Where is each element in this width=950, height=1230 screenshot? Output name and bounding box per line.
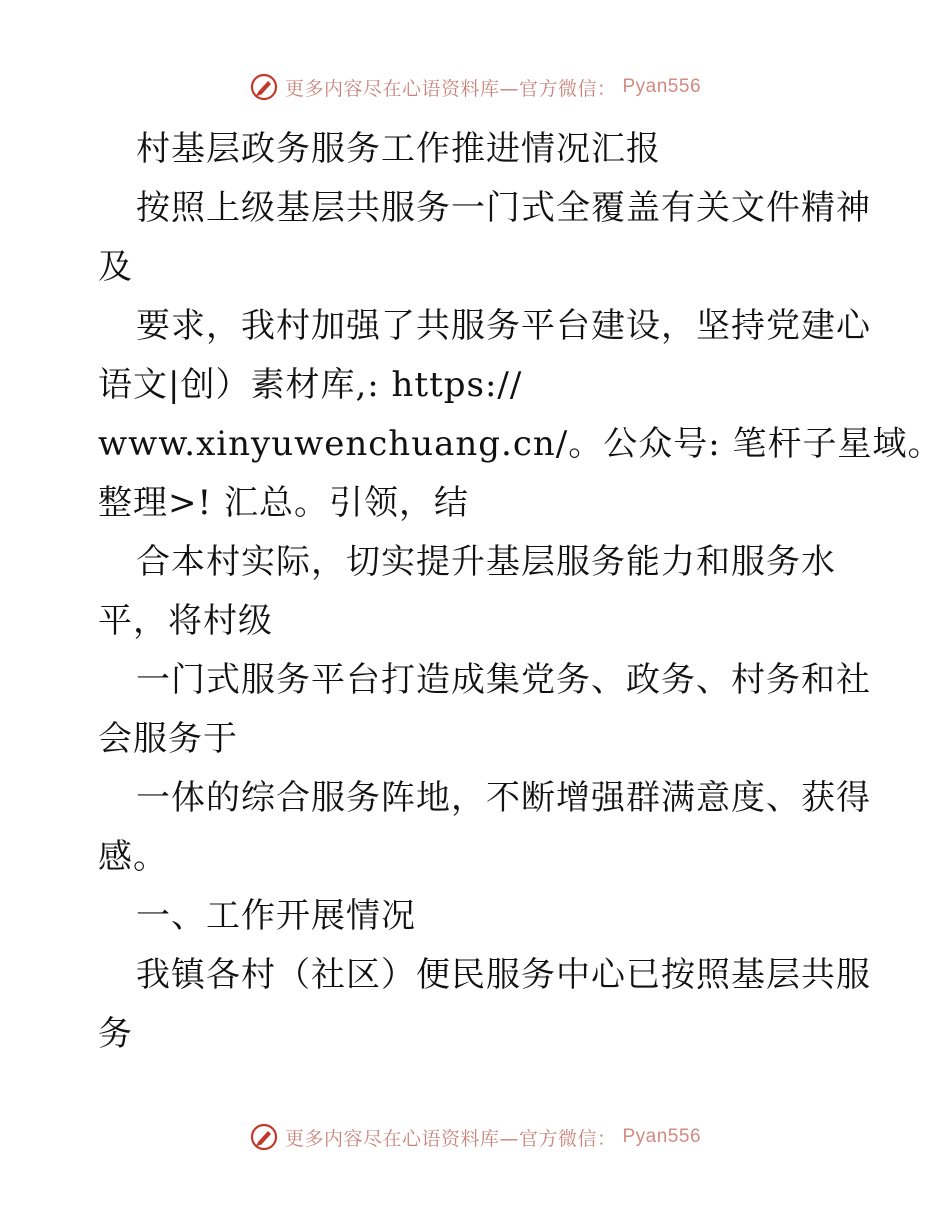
text-line: 平，将村级 bbox=[98, 601, 273, 641]
text-line: 整理>! 汇总。引领，结 bbox=[98, 483, 469, 523]
text-line: 会服务于 bbox=[98, 719, 238, 759]
pen-nib-logo-icon bbox=[249, 72, 279, 102]
text-line: 一、工作开展情况 bbox=[136, 896, 416, 936]
header-watermark bbox=[0, 72, 950, 102]
text-line: 合本村实际，切实提升基层服务能力和服务水 bbox=[136, 542, 836, 582]
text-line: 一体的综合服务阵地，不断增强群满意度、获得 bbox=[136, 778, 871, 818]
text-line: 一门式服务平台打造成集党务、政务、村务和社 bbox=[136, 660, 871, 700]
footer-watermark bbox=[0, 1122, 950, 1152]
text-line: 我镇各村（社区）便民服务中心已按照基层共服 bbox=[136, 955, 871, 995]
pen-nib-logo-icon bbox=[249, 1122, 279, 1152]
text-line: 及 bbox=[98, 247, 133, 287]
watermark-handle: Pyan556 bbox=[622, 76, 702, 97]
text-line: 村基层政务服务工作推进情况汇报 bbox=[136, 129, 661, 169]
document-body bbox=[98, 120, 943, 1064]
text-line: 要求，我村加强了共服务平台建设，坚持党建心 bbox=[136, 306, 871, 346]
watermark-text: 更多内容尽在心语资料库—官方微信： bbox=[284, 1127, 617, 1150]
text-line: 务 bbox=[98, 1014, 133, 1054]
text-line: 语文|创）素材库,: https:// bbox=[98, 365, 523, 405]
text-line: www.xinyuwenchuang.cn/。公众号: 笔杆子星域。 bbox=[98, 424, 943, 464]
text-line: 按照上级基层共服务一门式全覆盖有关文件精神 bbox=[136, 188, 871, 228]
text-line: 感。 bbox=[98, 837, 168, 877]
watermark-handle: Pyan556 bbox=[622, 1126, 702, 1147]
watermark-text: 更多内容尽在心语资料库—官方微信： bbox=[284, 77, 617, 100]
